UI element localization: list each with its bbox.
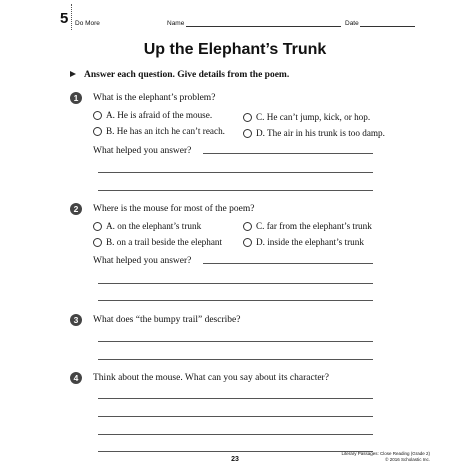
date-field[interactable] [360,26,415,27]
answer-line[interactable] [98,359,373,360]
source-credit [341,451,430,462]
option-label: D. The air in his trunk is too damp. [256,128,385,138]
option-label: C. He can’t jump, kick, or hop. [256,112,371,122]
q2-option-c[interactable] [243,221,372,231]
answer-line[interactable] [98,283,373,284]
question-4-text: Think about the mouse. What can you say about its character? [93,373,329,383]
radio-button-icon[interactable] [243,222,252,231]
question-3-text: What does “the bumpy trail” describe? [93,315,241,325]
q1-followup-label: What helped you answer? [93,146,192,156]
instructions-text: Answer each question. Give details from the poem. [84,70,290,80]
question-1-text: What is the elephant’s problem? [93,93,216,103]
answer-line[interactable] [98,416,373,417]
header-divider [71,4,72,30]
source-line-2: © 2016 Scholastic Inc. [385,456,430,462]
q2-option-a[interactable] [93,221,201,231]
radio-button-icon[interactable] [243,238,252,247]
source-line-1: Literary Passages: Close Reading (Grade 2) [341,451,430,456]
answer-line[interactable] [98,172,373,173]
radio-button-icon[interactable] [93,127,102,136]
page-title: Up the Elephant’s Trunk [143,41,327,58]
radio-button-icon[interactable] [93,238,102,247]
q1-option-a[interactable] [93,110,212,120]
option-label: D. inside the elephant’s trunk [256,237,364,247]
q2-option-d[interactable] [243,237,364,247]
question-number-2: 2 [70,203,82,215]
name-field[interactable] [186,26,341,27]
answer-line[interactable] [98,434,373,435]
page-number: 23 [231,456,239,463]
answer-line[interactable] [98,398,373,399]
q1-followup-line[interactable] [203,153,373,154]
question-2-text: Where is the mouse for most of the poem? [93,204,255,214]
q1-option-d[interactable] [243,128,385,138]
q2-option-b[interactable] [93,237,222,247]
q1-option-c[interactable] [243,112,370,122]
radio-button-icon[interactable] [243,113,252,122]
option-label: B. He has an itch he can’t reach. [106,126,225,136]
q2-followup-line[interactable] [203,263,373,264]
option-label: A. He is afraid of the mouse. [106,110,213,120]
section-number: 5 [60,10,69,27]
option-label: C. far from the elephant’s trunk [256,221,372,231]
radio-button-icon[interactable] [243,129,252,138]
instructions [70,70,289,80]
answer-line[interactable] [98,341,373,342]
name-label: Name [167,20,185,27]
answer-line[interactable] [98,451,373,452]
q1-option-b[interactable] [93,126,225,136]
q2-followup-label: What helped you answer? [93,256,192,266]
question-number-4: 4 [70,372,82,384]
answer-line[interactable] [98,190,373,191]
arrow-icon [70,71,76,77]
answer-line[interactable] [98,300,373,301]
radio-button-icon[interactable] [93,222,102,231]
option-label: B. on a trail beside the elephant [106,237,223,247]
radio-button-icon[interactable] [93,111,102,120]
date-label: Date [345,20,359,27]
option-label: A. on the elephant’s trunk [106,221,202,231]
question-number-3: 3 [70,314,82,326]
section-label: Do More [75,20,100,27]
question-number-1: 1 [70,92,82,104]
